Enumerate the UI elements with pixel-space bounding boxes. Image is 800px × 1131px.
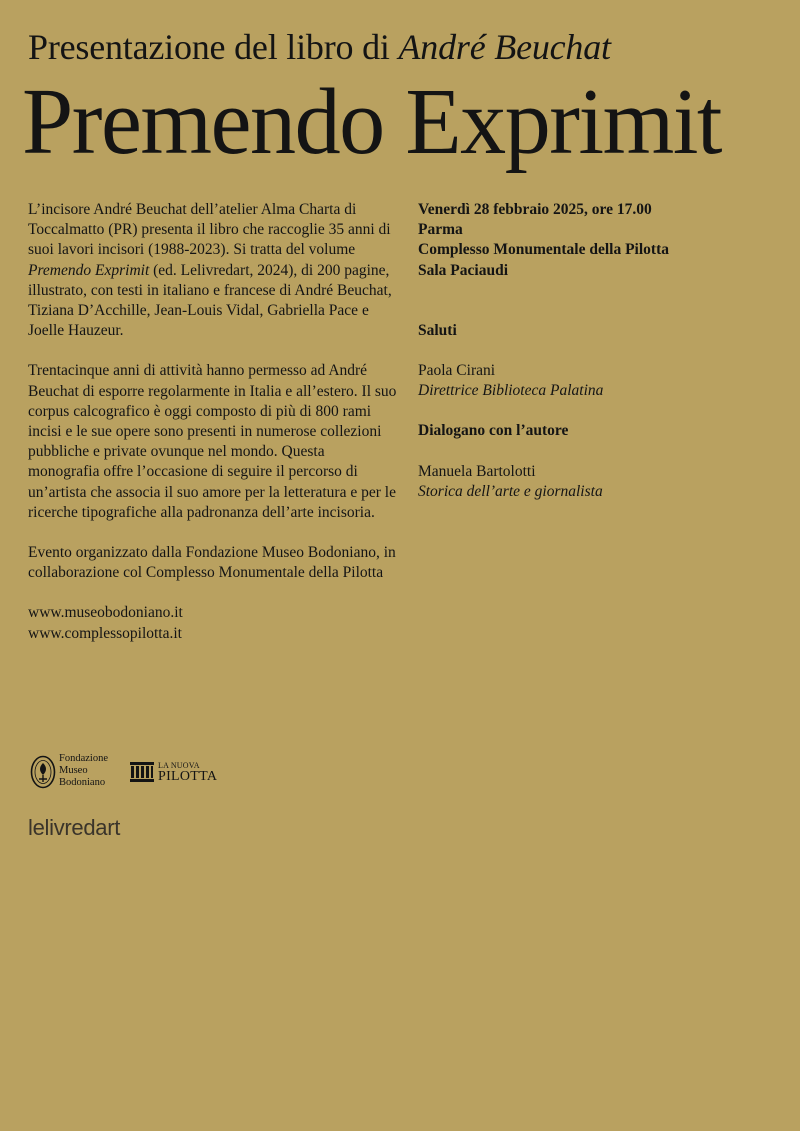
dialogue-heading: Dialogano con l’autore — [418, 422, 569, 440]
career-paragraph: Trentacinque anni di attività hanno permesso ad André Beuchat di esporre regolarmente in Italia e all’estero. Il suo corpus calcografico è oggi composto di più di 800 rami incisi e le sue opere sono presenti in numerose collezioni pubbliche e private ovunque nel mondo. Questa monografia offre l’occasione di seguire il percorso di un’artista che associa il suo amore per la letteratura e per le ricerche tipografiche alla padronanza dell’arte incisoria. — [28, 362, 397, 521]
event-date: Venerdì 28 febbraio 2025, ore 17.00 — [418, 201, 652, 218]
event-room: Sala Paciaudi — [418, 261, 509, 279]
event-details-column — [418, 200, 778, 502]
link-museo-bodoniano[interactable]: www.museobodoniano.it — [28, 604, 183, 622]
links — [28, 603, 398, 643]
dialogue-speaker-role: Storica dell’arte e giornalista — [418, 482, 603, 500]
fondazione-museo-bodoniano-logo — [30, 752, 120, 792]
pilotta-small-text: LA NUOVA — [158, 761, 200, 770]
greetings-speaker-role: Direttrice Biblioteca Palatina — [418, 382, 604, 400]
museo-line-2: Museo — [59, 765, 88, 776]
publisher-logo: lelivredart — [28, 815, 121, 840]
museo-logo-text — [59, 753, 108, 789]
event-venue: Complesso Monumentale della Pilotta — [418, 241, 669, 259]
pilotta-big-text: PILOTTA — [158, 769, 218, 784]
pre-title — [28, 26, 611, 68]
pre-title-text: Presentazione del libro di — [28, 27, 399, 67]
organizer-paragraph: Evento organizzato dalla Fondazione Museo Bodoniano, in collaborazione col Complesso Monumentale della Pilotta — [28, 544, 396, 582]
author-name: André Beuchat — [398, 27, 611, 67]
book-title-inline: Premendo Exprimit — [28, 261, 150, 279]
link-complesso-pilotta[interactable]: www.complessopilotta.it — [28, 624, 182, 642]
la-nuova-pilotta-logo — [130, 760, 250, 786]
intro-paragraph — [28, 200, 398, 341]
greetings-speaker: Paola Cirani — [418, 362, 496, 380]
event-city: Parma — [418, 221, 463, 239]
museo-line-1: Fondazione — [59, 753, 108, 764]
book-title: Premendo Exprimit — [22, 70, 722, 174]
partner-logos — [30, 752, 330, 796]
greetings-heading: Saluti — [418, 321, 457, 339]
intro-text: L’incisore André Beuchat dell’atelier Alma Charta di Toccalmatto (PR) presenta il libro che raccoglie 35 anni di suoi lavori incisori (1988-2023). Si tratta del volume — [28, 201, 391, 259]
dialogue-speaker: Manuela Bartolotti — [418, 462, 536, 480]
description-column — [28, 200, 398, 644]
intro-text-end: (ed. Lelivredart, 2024), di 200 pagine, illustrato, con testi in italiano e francese di André Beuchat, Tiziana D’Acchille, Jean-Louis Vidal, Gabriella Pace e Joelle Hauzeur. — [28, 261, 392, 340]
bodoni-seal-icon — [30, 755, 56, 789]
pilotta-building-icon — [130, 762, 154, 782]
museo-line-3: Bodoniano — [59, 777, 106, 788]
